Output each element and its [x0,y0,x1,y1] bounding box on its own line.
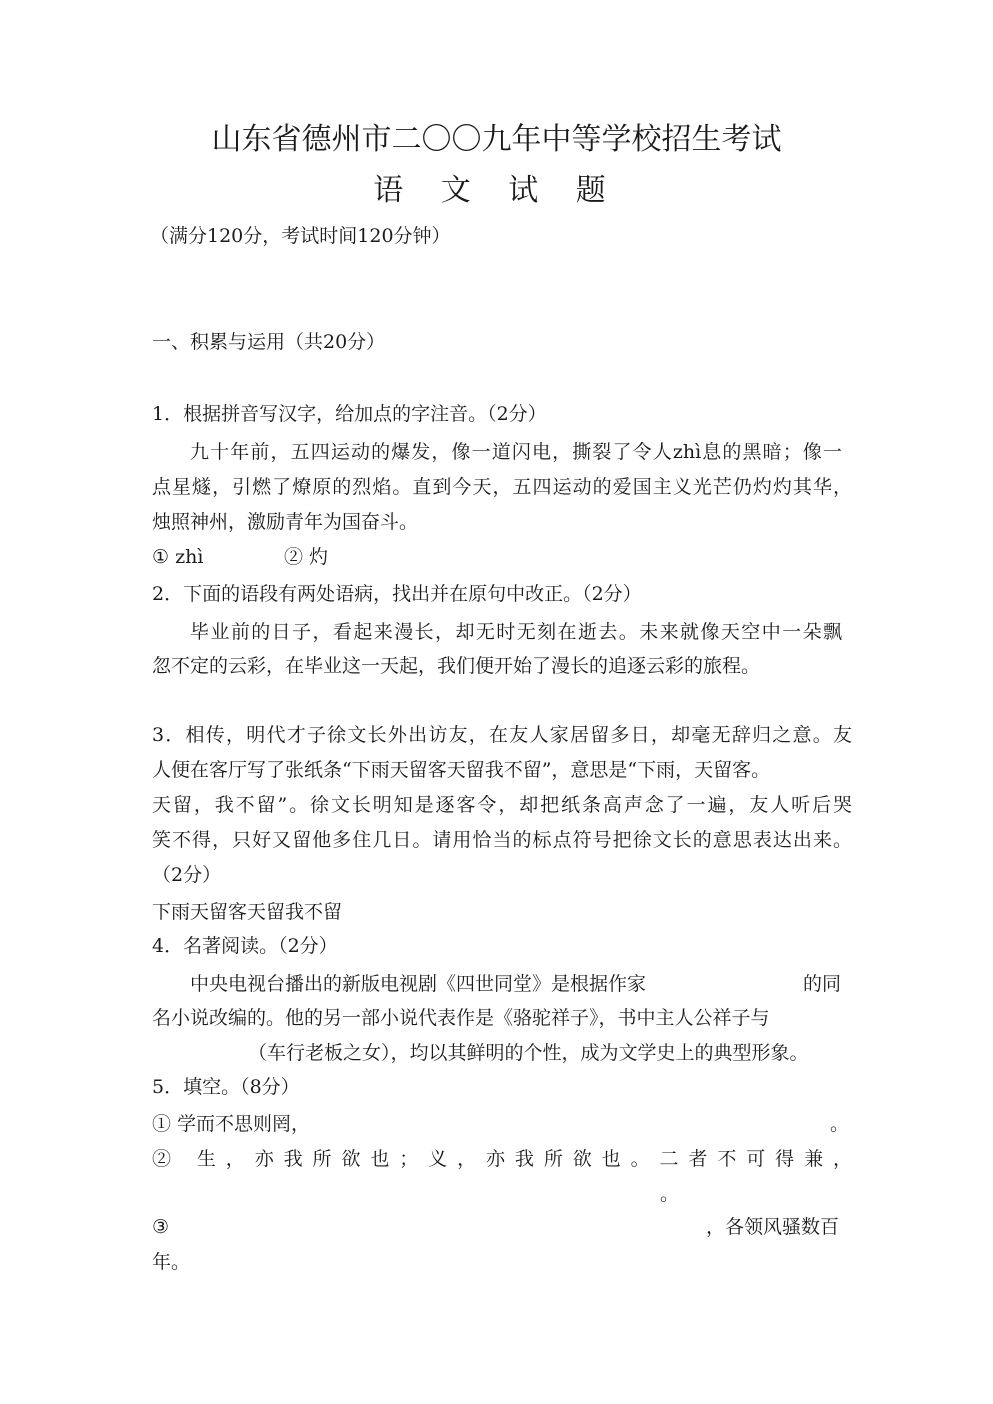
section-heading: 一、积累与运用（共20分） [152,331,386,353]
q5-item-2: ② 生，亦我所欲也；义，亦我所欲也。二者不可得兼， [152,1148,852,1170]
q3-line: 天留，我不留”。徐文长明知是逐客令，却把纸条高声念了一遍，友人听后哭 [152,794,852,816]
exam-subtitle: 语 文 试 题 [373,173,620,208]
q5-item-3: ，各领风骚数百 [706,1216,840,1238]
q5-item-1: ① 学而不思则罔， [152,1113,311,1135]
q2-passage-line: 忽不定的云彩，在毕业这一天起，我们便开始了漫长的追逐云彩的旅程。 [152,655,761,677]
q5-item-3-end: 年。 [152,1251,191,1273]
q1-answer-2: ② 灼 [284,546,329,568]
q3-answer: 下雨天留客天留我不留 [152,901,343,923]
q5-item-3-mark: ③ [152,1216,170,1238]
q4-line-end: 的同 [803,973,842,995]
q3-line: 人便在客厅写了张纸条“下雨天留客天留我不留”，意思是“下雨，天留客。 [152,759,771,781]
exam-info: （满分120分，考试时间120分钟） [150,225,451,247]
q5-item-2-end: 。 [660,1183,680,1205]
q5-prompt: 5．填空。（8分） [152,1076,300,1098]
q4-line: （车行老板之女），均以其鲜明的个性，成为文学史上的典型形象。 [248,1042,809,1064]
q1-passage-line: 烛照神州，激励青年为国奋斗。 [152,511,419,533]
q4-line: 名小说改编的。他的另一部小说代表作是《骆驼祥子》，书中主人公祥子与 [152,1007,770,1029]
q1-passage-line: 点星燧，引燃了燎原的烈焰。直到今天，五四运动的爱国主义光芒仍灼灼其华， [152,476,852,498]
q1-prompt: 1．根据拼音写汉字，给加点的字注音。（2分） [152,403,547,425]
q4-line-start: 中央电视台播出的新版电视剧《四世同堂》是根据作家 [190,973,647,995]
q1-passage-line: 九十年前，五四运动的爆发，像一道闪电，撕裂了令人zhì息的黑暗；像一 [190,441,842,463]
q3-line: 3．相传，明代才子徐文长外出访友，在友人家居留多日，却毫无辞归之意。友 [152,724,852,746]
exam-title: 山东省德州市二〇〇九年中等学校招生考试 [211,122,782,157]
q3-line: 笑不得，只好又留他多住几日。请用恰当的标点符号把徐文长的意思表达出来。 [152,829,852,851]
q4-prompt: 4．名著阅读。（2分） [152,935,338,957]
q1-answer-1: ① zhì [152,546,204,568]
q2-passage-line: 毕业前的日子，看起来漫长，却无时无刻在逝去。未来就像天空中一朵飘 [190,621,842,643]
q5-item-1-end: 。 [830,1113,850,1135]
q2-prompt: 2．下面的语段有两处语病，找出并在原句中改正。（2分） [152,583,642,605]
q3-line: （2分） [152,864,222,886]
